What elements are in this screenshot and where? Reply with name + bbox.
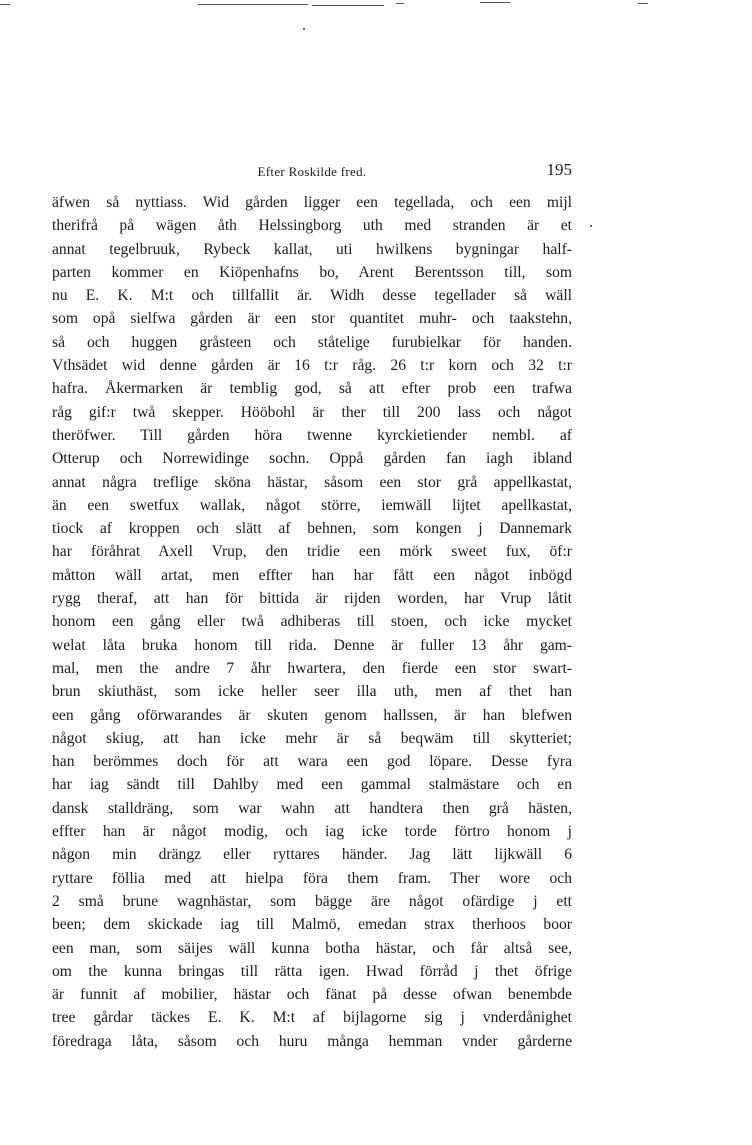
page-header [52,160,572,182]
text-line: been; dem skickade iag till Malmö, emedan strax therhoos boor [52,916,572,934]
text-line: Otterup och Norrewidinge sochn. Oppå gården fan iagh ibland [52,450,572,468]
text-line: een gång oförwarandes är skuten genom hallssen, är han blefwen [52,706,572,724]
scan-edge-marks [0,0,752,12]
text-line: har iag sändt till Dahlby med een gammal stalmästare och en [52,776,572,794]
text-line: någon min drängz eller ryttares händer. Jag lätt lijkwäll 6 [52,846,572,864]
text-line: måtton wäll artat, men effter han har fått een något inbögd [52,566,572,584]
text-line: än een swetfux wallak, något större, iemwäll lijtet apellkastat, [52,496,572,514]
text-line: mal, men the andre 7 åhr hwartera, den fierde een stor swart- [52,659,572,677]
body-text [52,191,572,1053]
page-number: 195 [546,160,572,179]
text-line: råg gif:r twå skepper. Hööbohl är ther till 200 lass och något [52,403,572,421]
running-head: Efter Roskilde fred. [257,164,367,179]
speck-mark [590,225,592,227]
text-line: theröfwer. Till gården höra twenne kyrckietiender nembl. af [52,426,572,444]
text-line: 2 små brune wagnhästar, som bägge äre något ofärdige j ett [52,892,572,910]
text-line: tiock af kroppen och slätt af behnen, som kongen j Dannemark [52,520,572,538]
text-line: een man, som säijes wäll kunna botha hästar, och får altså see, [52,939,572,957]
text-line: han berömmes doch för att wara een god löpare. Desse fyra [52,753,572,771]
text-line: hafra. Åkermarken är temblig god, så att efter prob een trafwa [52,380,572,398]
text-line: så och huggen gråsteen och ståtelige furubielkar för handen. [52,333,572,351]
text-line: effter han är något modig, och iag icke torde förtro honom j [52,823,572,841]
text-line: Vthsädet wid denne gården är 16 t:r råg. 26 t:r korn och 32 t:r [52,357,572,375]
speck-mark [303,28,305,30]
text-line: annat några treflige sköna hästar, såsom een stor grå appellkastat, [52,473,572,491]
text-line: som opå sielfwa gården är een stor quantitet muhr- och taakstehn, [52,310,572,328]
text-line: dansk stalldräng, som war wahn att handtera then grå hästen, [52,799,572,817]
text-line: om the kunna bringas till rätta igen. Hwad förråd j thet öfrige [52,962,572,980]
text-line: rygg theraf, att han för bittida är rijden worden, har Vrup låtit [52,590,572,608]
text-line: welat låta bruka honom till rida. Denne är fuller 13 åhr gam- [52,636,572,654]
text-line: något skiug, att han icke mehr är så beqwäm till skytteriet; [52,729,572,747]
text-line: tree gårdar täckes E. K. M:t af bijlagorne sig j vnderdånighet [52,1009,572,1027]
text-line: annat tegelbruuk, Rybeck kallat, uti hwilkens bygningar half- [52,240,572,258]
text-line: föredraga låta, såsom och huru många hemman vnder gårderne [52,1032,572,1050]
text-line: honom een gång eller twå adhiberas till stoen, och icke mycket [52,613,572,631]
text-line: ryttare föllia med att hielpa föra them fram. Ther wore och [52,869,572,887]
text-line: brun skiuthäst, som icke heller seer illa uth, men af thet han [52,683,572,701]
text-line: therifrå på wägen åth Helssingborg uth med stranden är et [52,217,572,235]
text-line: är funnit af mobilier, hästar och fänat på desse ofwan benembde [52,986,572,1004]
text-line: äfwen så nyttiass. Wid gården ligger een tegellada, och een mijl [52,194,572,211]
text-line: har föråhrat Axell Vrup, den tridie een mörk sweet fux, öf:r [52,543,572,561]
text-line: nu E. K. M:t och tillfallit är. Widh desse tegellader så wäll [52,287,572,305]
text-line: parten kommer en Kiöpenhafns bo, Arent Berentsson till, som [52,263,572,281]
